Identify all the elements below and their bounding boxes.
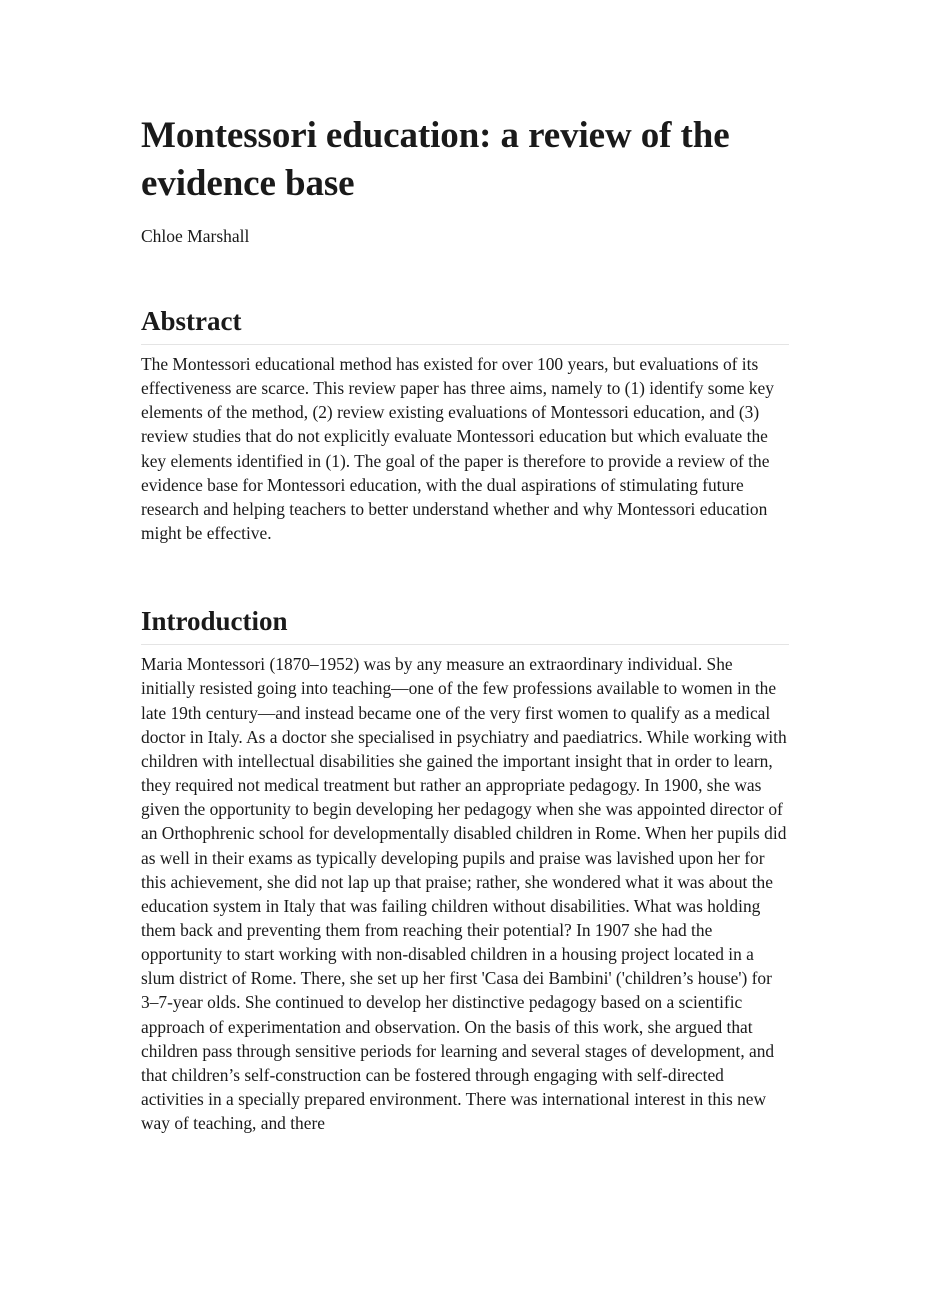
abstract-heading: Abstract xyxy=(141,304,789,345)
introduction-text: Maria Montessori (1870–1952) was by any measure an extraordinary individual. She initially resisted going into teaching—one of the few professions available to women in the late 19th century—and instead became one of the very first women to qualify as a medical doctor in Italy. As a doctor she specialised in psychiatry and paediatrics. While working with children with intellectual disabilities she gained the important insight that in order to learn, they required not medical treatment but rather an appropriate pedagogy. In 1900, she was given the opportunity to begin developing her pedagogy when she was appointed director of an Orthophrenic school for developmentally disabled children in Rome. When her pupils did as well in their exams as typically developing pupils and praise was lavished upon her for this achievement, she did not lap up that praise; rather, she wondered what it was about the education system in Italy that was failing children without disabilities. What was holding them back and preventing them from reaching their potential? In 1907 she had the opportunity to start working with non-disabled children in a housing project located in a slum district of Rome. There, she set up her first 'Casa dei Bambini' ('children’s house') for 3–7-year olds. She continued to develop her distinctive pedagogy based on a scientific approach of experimentation and observation. On the basis of this work, she argued that children pass through sensitive periods for learning and several stages of development, and that children’s self-construction can be fostered through engaging with self-directed activities in a specially prepared environment. There was international interest in this new way of teaching, and there xyxy=(141,654,787,1134)
article-title: Montessori education: a review of the evidence base xyxy=(141,115,730,204)
article xyxy=(141,112,789,1135)
abstract-text: The Montessori educational method has existed for over 100 years, but evaluations of its effectiveness are scarce. This review paper has three aims, namely to (1) identify some key elements of the method, (2) review existing evaluations of Montessori education, and (3) review studies that do not explicitly evaluate Montessori education but which evaluate the key elements identified in (1). The goal of the paper is therefore to provide a review of the evidence base for Montessori education, with the dual aspirations of stimulating future research and helping teachers to better understand whether and why Montessori education might be effective. xyxy=(141,354,774,544)
article-author: Chloe Marshall xyxy=(141,226,250,246)
introduction-heading: Introduction xyxy=(141,604,789,645)
